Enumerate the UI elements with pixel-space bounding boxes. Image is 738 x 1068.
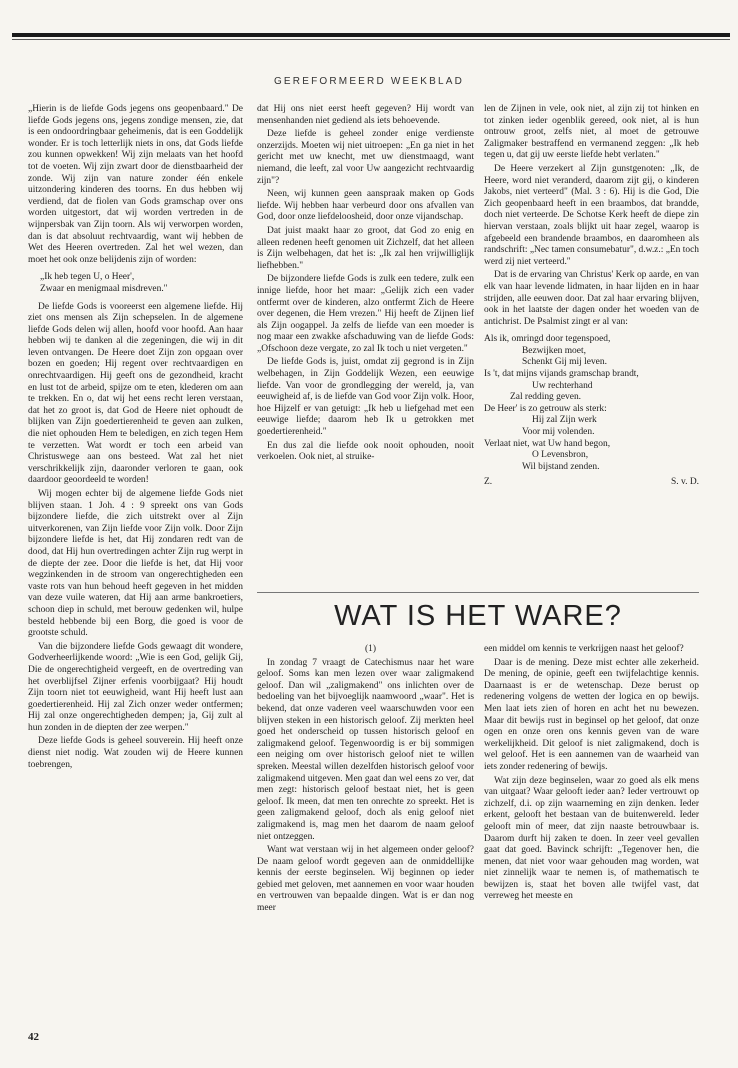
paragraph: een middel om kennis te verkrijgen naast het geloof? bbox=[484, 644, 684, 654]
page-number: 42 bbox=[28, 1031, 39, 1043]
poem-line: Schenkt Gij mij leven. bbox=[522, 357, 607, 368]
paragraph: Dat is de ervaring van Christus' Kerk op aarde, en van elk van haar levende lidmaten, in haar lijden en in haar strijden, alle eeuwen door. Dat zal haar ervaring blijven, ook in het laatste der dagen onder het woeden van de antichrist. De Psalmist zingt er al van: bbox=[484, 270, 699, 327]
poem-line: Is 't, dat mijns vijands gramschap brandt, bbox=[484, 369, 639, 380]
article-title: WAT IS HET WARE? bbox=[334, 600, 622, 632]
paragraph: Wij mogen echter bij de algemene liefde Gods niet blijven staan. 1 Joh. 4 : 9 spreekt ons van Gods bijzondere liefde, die zich uitstrekt over al Zijn uitverkorenen, van Zijn liefde voor Zijn volk. Door Zijn bijzondere liefde is het, dat Hij zondaren redt van de dood, dat Hij hun overtredingen achter Zijn rug werpt in de diepte der zee. Door die liefde is het, dat Hij voor wegzinkenden in de stroom van ongerechtigheden een vaste rots van hun behoud heeft gegeven in het midden van deze vuile wateren, dat Hij aan arme bankroetiers, schoon diep in schuld, met berouw gedenken wil, hulpe besteld hebbende bij een Borg, die goed is voor de grootste schuld. bbox=[28, 489, 243, 639]
part-number: (1) bbox=[364, 644, 376, 654]
poem-line: Uw rechterhand bbox=[532, 380, 593, 391]
signature-left: Z. bbox=[484, 477, 493, 488]
poem-line: Zal redding geven. bbox=[510, 392, 582, 403]
poem-line: De Heer' is zo getrouw als sterk: bbox=[484, 403, 607, 414]
paragraph: Deze liefde is geheel zonder enige verdienste onzerzijds. Moeten wij niet uitroepen: „En ga niet in het gericht met uw knecht, met uw dienstmaagd, want niemand, die leeft, zal voor Uw aangezicht rechtvaardig zijn"? bbox=[257, 129, 474, 186]
paragraph: „Hierin is de liefde Gods jegens ons geopenbaard." De liefde Gods jegens ons, jegens zondige mensen, zie, dat is een ondoordringbaar geheimenis, dat is een Goddelijk wonder. Er is toch letterlijk niets in ons, dat Gods liefde zou kunnen opwekken! Wij zijn melaats van het hoofd tot de voeten. Wij zijn zwart door de dienstbaarheid der zonde. Wij zijn van nature zonder één enkele uitzondering kinderen des toorns. En dus hebben wij verdiend, dat de fiolen van Gods gramschap over ons worden uitgestort, dat wij worden vertreden in de wijnpersbak van Zijn toorn. Als wij verworpen worden, dan is dat absoluut rechtvaardig, want wij hebben de Wet des Heeren overtreden. Zal het wel wezen, dan moet het ook onze belijdenis zijn of worden: bbox=[28, 104, 243, 265]
column-5 bbox=[484, 644, 699, 1044]
paragraph: Daar is de mening. Deze mist echter alle zekerheid. De mening, de opinie, geeft een twijfelachtige kennis. Daarnaast is er de wetenschap. Deze berust op redenering volgens de wetten der logica en op bewijs. Men laat iets zien of horen en acht het nu bewezen. Maar dit bewijs rust in beginsel op het geloof, dat onze ogen en onze oren ons kennis geven van de ware werkelijkheid. Dit geloof is niet zaligmakend, doch is wel geloof. Het is een aannemen van de waarheid van iets zonder redenering of bewijs. bbox=[484, 657, 699, 772]
paragraph: Dat juist maakt haar zo groot, dat God zo enig en alleen redenen heeft genomen uit Zichzelf, dat het alleen is Zijn welbehagen, dat het is: „Ik zal hen vrijwilliglijk liefhebben." bbox=[257, 225, 474, 271]
paragraph: De liefde Gods is vooreerst een algemene liefde. Hij ziet ons mensen als Zijn schepselen. In de algemene liefde Gods delen wij allen, hoofd voor hoofd. Aan haar hebben wij te danken al die zegeningen, die wij in dit leven ontvangen. De Heere doet Zijn zon opgaan over bozen en goeden; Hij regent over rechtvaardigen en onrechtvaardigen. Hij geeft ons de gezondheid, kracht en lust tot de arbeid, spijze om te eten, klederen om aan te trekken. En o, dat wij het eens recht leren verstaan, dat het zo groot is, dat God de Heere niet ophoudt de blijken van Zijn goedertierenheid te geven aan zulken, die niet ophouden Hem te beledigen, en zich tegen Hem te verzetten. Wat wordt er toch een arbeid van Christuswege aan ons besteed. Wat zal het niet verschrikkelijk zijn, daaronder verloren te gaan, ook daardoor geoordeeld te worden! bbox=[28, 301, 243, 486]
verse-line: Zwaar en menigmaal misdreven." bbox=[40, 283, 168, 294]
signature-right: S. v. D. bbox=[671, 477, 699, 488]
poem-line: Verlaat niet, wat Uw hand begon, bbox=[484, 438, 611, 449]
paragraph: Wat zijn deze beginselen, waar zo goed als elk mens van uitgaat? Waar gelooft ieder aan? Ieder vertrouwt op zichzelf, d.i. op zijn waarneming en zijn denken. Ieder erkent, gelooft het bestaan van de buitenwereld. Ieder gelooft min of meer, dat zijn naaste betrouwbaar is. Daarom durft hij zaken te doen. In zeer veel gevallen gaat dat goed. Bavinck schrijft: „Tegenover hen, die menen, dat niet voor waar gehouden mag worden, wat niet zinnelijk waar te nemen is, of mathematisch te bewijzen is, staat het boven alle twijfel vast, dat verreweg het meeste en bbox=[484, 775, 699, 902]
verse-quote bbox=[40, 272, 243, 295]
paragraph: dat Hij ons niet eerst heeft gegeven? Hij wordt van mensenhanden niet gediend als iets behoevende. bbox=[257, 104, 474, 126]
column-1 bbox=[28, 104, 243, 1046]
top-rule bbox=[12, 33, 730, 37]
paragraph: Neen, wij kunnen geen aanspraak maken op Gods liefde. Wij hebben haar verbeurd door ons afvallen van God, door onze liefdeloosheid, door onze vijandschap. bbox=[257, 189, 474, 223]
paragraph: En dus zal die liefde ook nooit ophouden, nooit verkoelen. Ook niet, al struike- bbox=[257, 440, 474, 463]
article-divider bbox=[257, 592, 699, 593]
poem-line: Voor mij volenden. bbox=[522, 427, 595, 438]
paragraph: De bijzondere liefde Gods is zulk een tedere, zulk een innige liefde, hoor het maar: „Gelijk zich een vader ontfermt over de kinderen, alzo ontfermt Zich de Heere over degenen, die Hem vrezen." Hij heeft de Zijnen lief als Zijn oogappel. Ja zelfs de liefde van een moeder is nog maar een zwakke afschaduwing van de liefde Gods: „Ofschoon deze vergate, zo zal Ik toch u niet vergeten." bbox=[257, 274, 474, 354]
top-rule-thin bbox=[12, 39, 730, 40]
column-2 bbox=[257, 104, 474, 584]
paragraph: In zondag 7 vraagt de Catechismus naar het ware geloof. Soms kan men lezen over waar zaligmakend geloof. Dan wil „zaligmakend" ons inlichten over de bedoeling van het bijvoeglijk naamwoord „waar". Het is bekend, dat onze vaderen veel waarschuwden voor een blijven steken in een historisch geloof. Zij merkten heel goed het onderscheid op tussen historisch geloof en zaligmakend geloof. Tegenwoordig is er bij sommigen een neiging om over historisch geloof niet te willen spreken. Meestal willen dezelfden historisch geloof voor zaligmakend uitgeven. Men gaat dan wel eens zo ver, dat men zegt: historisch geloof bestaat niet, het is geen geloof. Ik meen, dat men ten onrechte zo spreekt. Het is geen zaligmakend geloof, doch als enig geloof niet zaligmakend is, mag men het daarom de naam geloof niet ontzeggen. bbox=[257, 657, 474, 842]
poem-line: Als ik, omringd door tegenspoed, bbox=[484, 334, 611, 345]
paragraph: De liefde Gods is, juist, omdat zij gegrond is in Zijn welbehagen, in Zijn Goddelijk Wezen, een eeuwige liefde. Van voor de grondlegging der wereld, ja, van eeuwigheid af, is de liefde van God voor Zijn volk. Hoor, hoe Hijzelf er van getuigt: „Ik heb u liefgehad met een eeuwige liefde; daarom heb Ik u getrokken met goedertierenheid." bbox=[257, 357, 474, 438]
paragraph: len de Zijnen in vele, ook niet, al zijn zij tot hinken en tot zinken ieder ogenblik gereed, ook niet, al is hun ontrouw groot, zelfs niet, al moet de getrouwe Zaligmaker bestraffend en vermanend zeggen: „Ik heb tegen u, dat gij uw eerste liefde hebt verlaten." bbox=[484, 104, 699, 161]
paragraph: De Heere verzekert al Zijn gunstgenoten: „Ik, de Heere, word niet veranderd, daarom zijt gij, o kinderen Jakobs, niet verteerd" (Mal. 3 : 6). Hij is die God, Die Zich geopenbaard heeft in een braambos, dat brandde, doch niet verteerde. De Schotse Kerk heeft de diepe zin hiervan verstaan, zoals blijkt uit haar zegel, waarop is afgebeeld een brandende braambos, en daaromheen als randschrift: „Nec tamen consumebatur", d.w.z.: „En toch werd zij niet verteerd." bbox=[484, 163, 699, 267]
running-header: GEREFORMEERD WEEKBLAD bbox=[273, 76, 465, 87]
psalm-verse bbox=[484, 334, 699, 473]
column-3 bbox=[484, 104, 699, 584]
verse-line: „Ik heb tegen U, o Heer', bbox=[40, 272, 135, 283]
poem-line: Wil bijstand zenden. bbox=[522, 461, 600, 472]
poem-line: Hij zal Zijn werk bbox=[532, 415, 597, 426]
paragraph: Van die bijzondere liefde Gods gewaagt dit wondere, Godverheerlijkende woord: „Wie is een God, gelijk Gij, Die de ongerechtigheid vergeeft, en de overtreding van het overblijfsel Zijner erfenis voorbijgaat? Hij houdt Zijn toorn niet tot eeuwigheid, want Hij heeft lust aan goedertierenheid. Hij zal Zich onzer weder ontfermen; Hij zal onze ongerechtigheden dempen; ja, Gij zult al hun zonden in de diepten der zee werpen." bbox=[28, 641, 243, 733]
column-4 bbox=[257, 644, 474, 1044]
poem-line: Bezwijken moet, bbox=[522, 345, 586, 356]
signature bbox=[484, 477, 699, 489]
poem-line: O Levensbron, bbox=[532, 450, 589, 461]
paragraph: Want wat verstaan wij in het algemeen onder geloof? De naam geloof wordt gegeven aan de onmiddellijke kennis der eerste beginselen. Wij beginnen op ieder gebied met geloven, met aannemen en voor waar houden en vertrouwen van bepaalde dingen. Wat is er dan nog meer bbox=[257, 845, 474, 914]
paragraph: Deze liefde Gods is geheel souverein. Hij heeft onze dienst niet nodig. Wat zouden wij de Heere kunnen toebrengen, bbox=[28, 736, 243, 770]
